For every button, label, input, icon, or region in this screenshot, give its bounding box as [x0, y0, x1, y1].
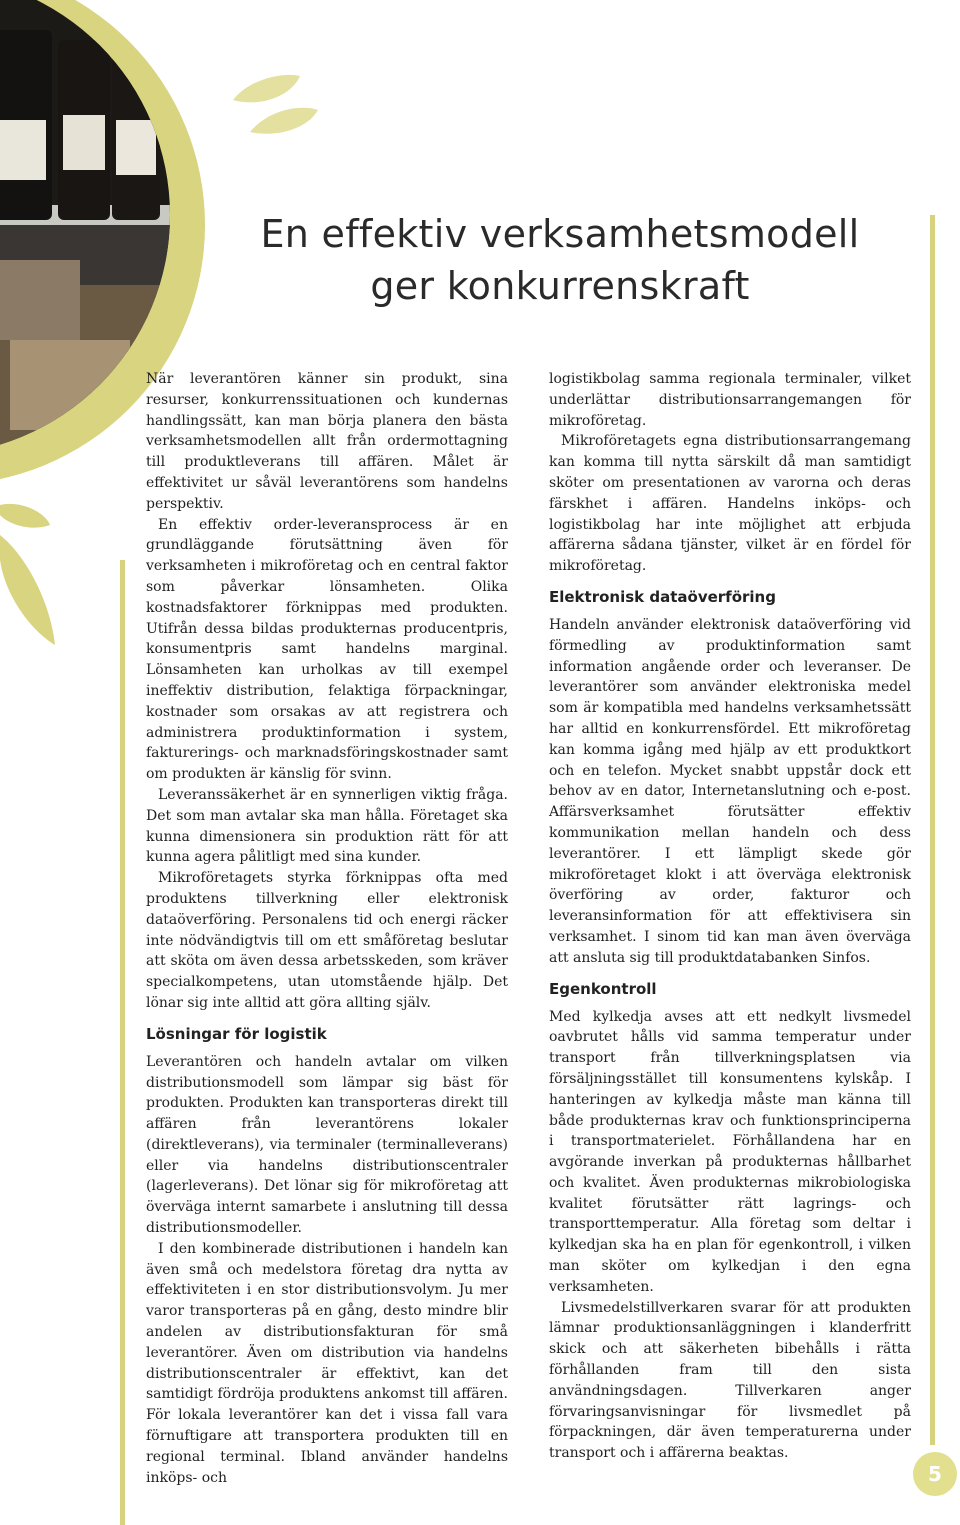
paragraph: Mikroföretagets egna distributionsarrangemang kan komma till nytta särskilt då man samtidigt sköter om presentationen av varorna och deras färskhet i affären. Handelns inköps- och logistikbolag har inte möjlighet att erbjuda affärerna sådana tjänster, vilket är en fördel för mikroföretag. [549, 433, 911, 575]
paragraph: logistikbolag samma regionala terminaler, vilket underlättar distributionsarrangemangen för mikroföretag. [549, 371, 911, 429]
paragraph: I den kombinerade distributionen i handeln kan även små och medelstora företag dra nytta av effektiviteten i en stor distributionsvolym. Ju mer varor transporteras på en gång, desto mindre blir andelen av distributionsfakturan för små leverantörer. Även om distribution via handelns distributionscentraler är effektivt, kan det samtidigt fördröja produktens ankomst till affären. För lokala leverantörer kan det i vissa fall vara förnuftigare att transportera produkten till en regional terminal. Ibland använder handelns inköps- och [146, 1240, 508, 1486]
paragraph: En effektiv order-leveransprocess är en grundläggande förutsättning även för verksamheten i mikroföretag och en central faktor som påverkar lönsamheten. Olika kostnadsfaktorer förknippas med produkten. Utifrån dessa bildas produkternas producentpris, konsumentpris samt handelns marginal. Lönsamheten kan urholkas av till exempel ineffektiv distribution, felaktiga förpackningar, kostnader som orsakas av att registrera och administrera produktinformation i system, fakturerings- och marknadsföringskostnader samt om produkten är känslig för svinn. [146, 516, 508, 783]
section-heading-self-control: Egenkontroll [549, 979, 657, 998]
paragraph: Med kylkedja avses att ett nedkylt livsmedel oavbrutet hålls vid samma temperatur under transport från tillverkningsplatsen via försäljningsstället till konsumentens kylskåp. I hanteringen av kylkedja måste man känna till både produkternas krav och funktionsprinciperna i transportmaterielet. Förhållandena har en avgörande inverkan på produkternas hållbarhet och kvalitet. Även produkternas mikrobiologiska kvalitet förutsätter rätt lagrings- och transporttemperatur. Alla företag som deltar i kylkedjan ska ha en plan för egenkontroll, i vilken man sköter om kylkedjan i den egna verksamheten. [549, 1008, 911, 1295]
section-heading-edi: Elektronisk dataöverföring [549, 587, 776, 606]
section-heading-logistics: Lösningar för logistik [146, 1024, 327, 1043]
title-line-1: En effektiv verksamhetsmodell [260, 212, 860, 256]
paragraph: Leverantören och handeln avtalar om vilken distributionsmodell som lämpar sig bäst för produkten. Produkten kan transporteras direkt till affären från leverantörens lokaler (direktleverans), via terminaler (terminalleverans) eller via handelns distributionscentraler (lagerleverans). Det lönar sig för mikroföretag att överväga internt samarbete i anslutning till dessa distributionsmodeller. [146, 1053, 508, 1237]
leaf-shape [0, 535, 55, 645]
paragraph: När leverantören känner sin produkt, sina resurser, konkurrenssituationen och kundernas handlingssätt, kan man börja planera den bästa verksamhetsmodellen allt från ordermottagning till produktleverans till affären. Målet är effektivitet ur såväl leverantörens som handelns perspektiv. [146, 371, 508, 512]
leaf-shape [0, 504, 50, 528]
left-column [146, 369, 508, 1488]
page-number-badge: 5 [913, 1452, 957, 1496]
leaf-shape [233, 75, 300, 103]
leaf-shape [250, 108, 318, 134]
right-column [549, 369, 911, 1464]
left-vertical-rule [120, 560, 125, 1525]
paragraph: Handeln använder elektronisk dataöverföring vid förmedling av produktinformation samt information angående order och leveranser. De leverantörer som använder elektroniska medel som är kompatibla med handelns verksamhetssätt har alltid en konkurrensfördel. Ett mikroföretag kan komma igång med hjälp av ett produktkort och en telefon. Mycket snabbt uppstår dock ett behov av en dator, Internetanslutning och e-post. Affärsverksamhet förutsätter effektiv kommunikation mellan handeln och dess leverantörer. I ett lämpligt skede gör mikroföretaget klokt i att överväga elektronisk överföring av order, fakturor och leveransinformation för att effektivisera sin verksamhet. I sinom tid kan man även överväga att ansluta sig till produktdatabanken Sinfos. [549, 616, 911, 966]
paragraph: Leveranssäkerhet är en synnerligen viktig fråga. Det som man avtalar ska man hålla. Företaget ska kunna dimensionera sin produktion rätt för att kunna agera pålitligt med sina kunder. [146, 786, 508, 866]
page-title [180, 208, 940, 312]
paragraph: Livsmedelstillverkaren svarar för att produkten lämnar produktionsanläggningen i klanderfritt skick och att säkerheten bibehålls i rätta förhållanden fram till den sista användningsdagen. Tillverkaren anger förvaringsanvisningar för livsmedlet på förpackningen, där även temperaturerna under transport och i affärerna beaktas. [549, 1299, 911, 1462]
paragraph: Mikroföretagets styrka förknippas ofta med produktens tillverkning eller elektronisk dataöverföring. Personalens tid och energi räcker inte nödvändigtvis till om ett småföretag beslutar att sköta om även dessa arbetsskeden, som kräver specialkompetens, utan utomstående hjälp. Det lönar sig inte alltid att göra allting själv. [146, 870, 508, 1011]
title-line-2: ger konkurrenskraft [370, 264, 750, 308]
right-vertical-rule [930, 215, 935, 1445]
